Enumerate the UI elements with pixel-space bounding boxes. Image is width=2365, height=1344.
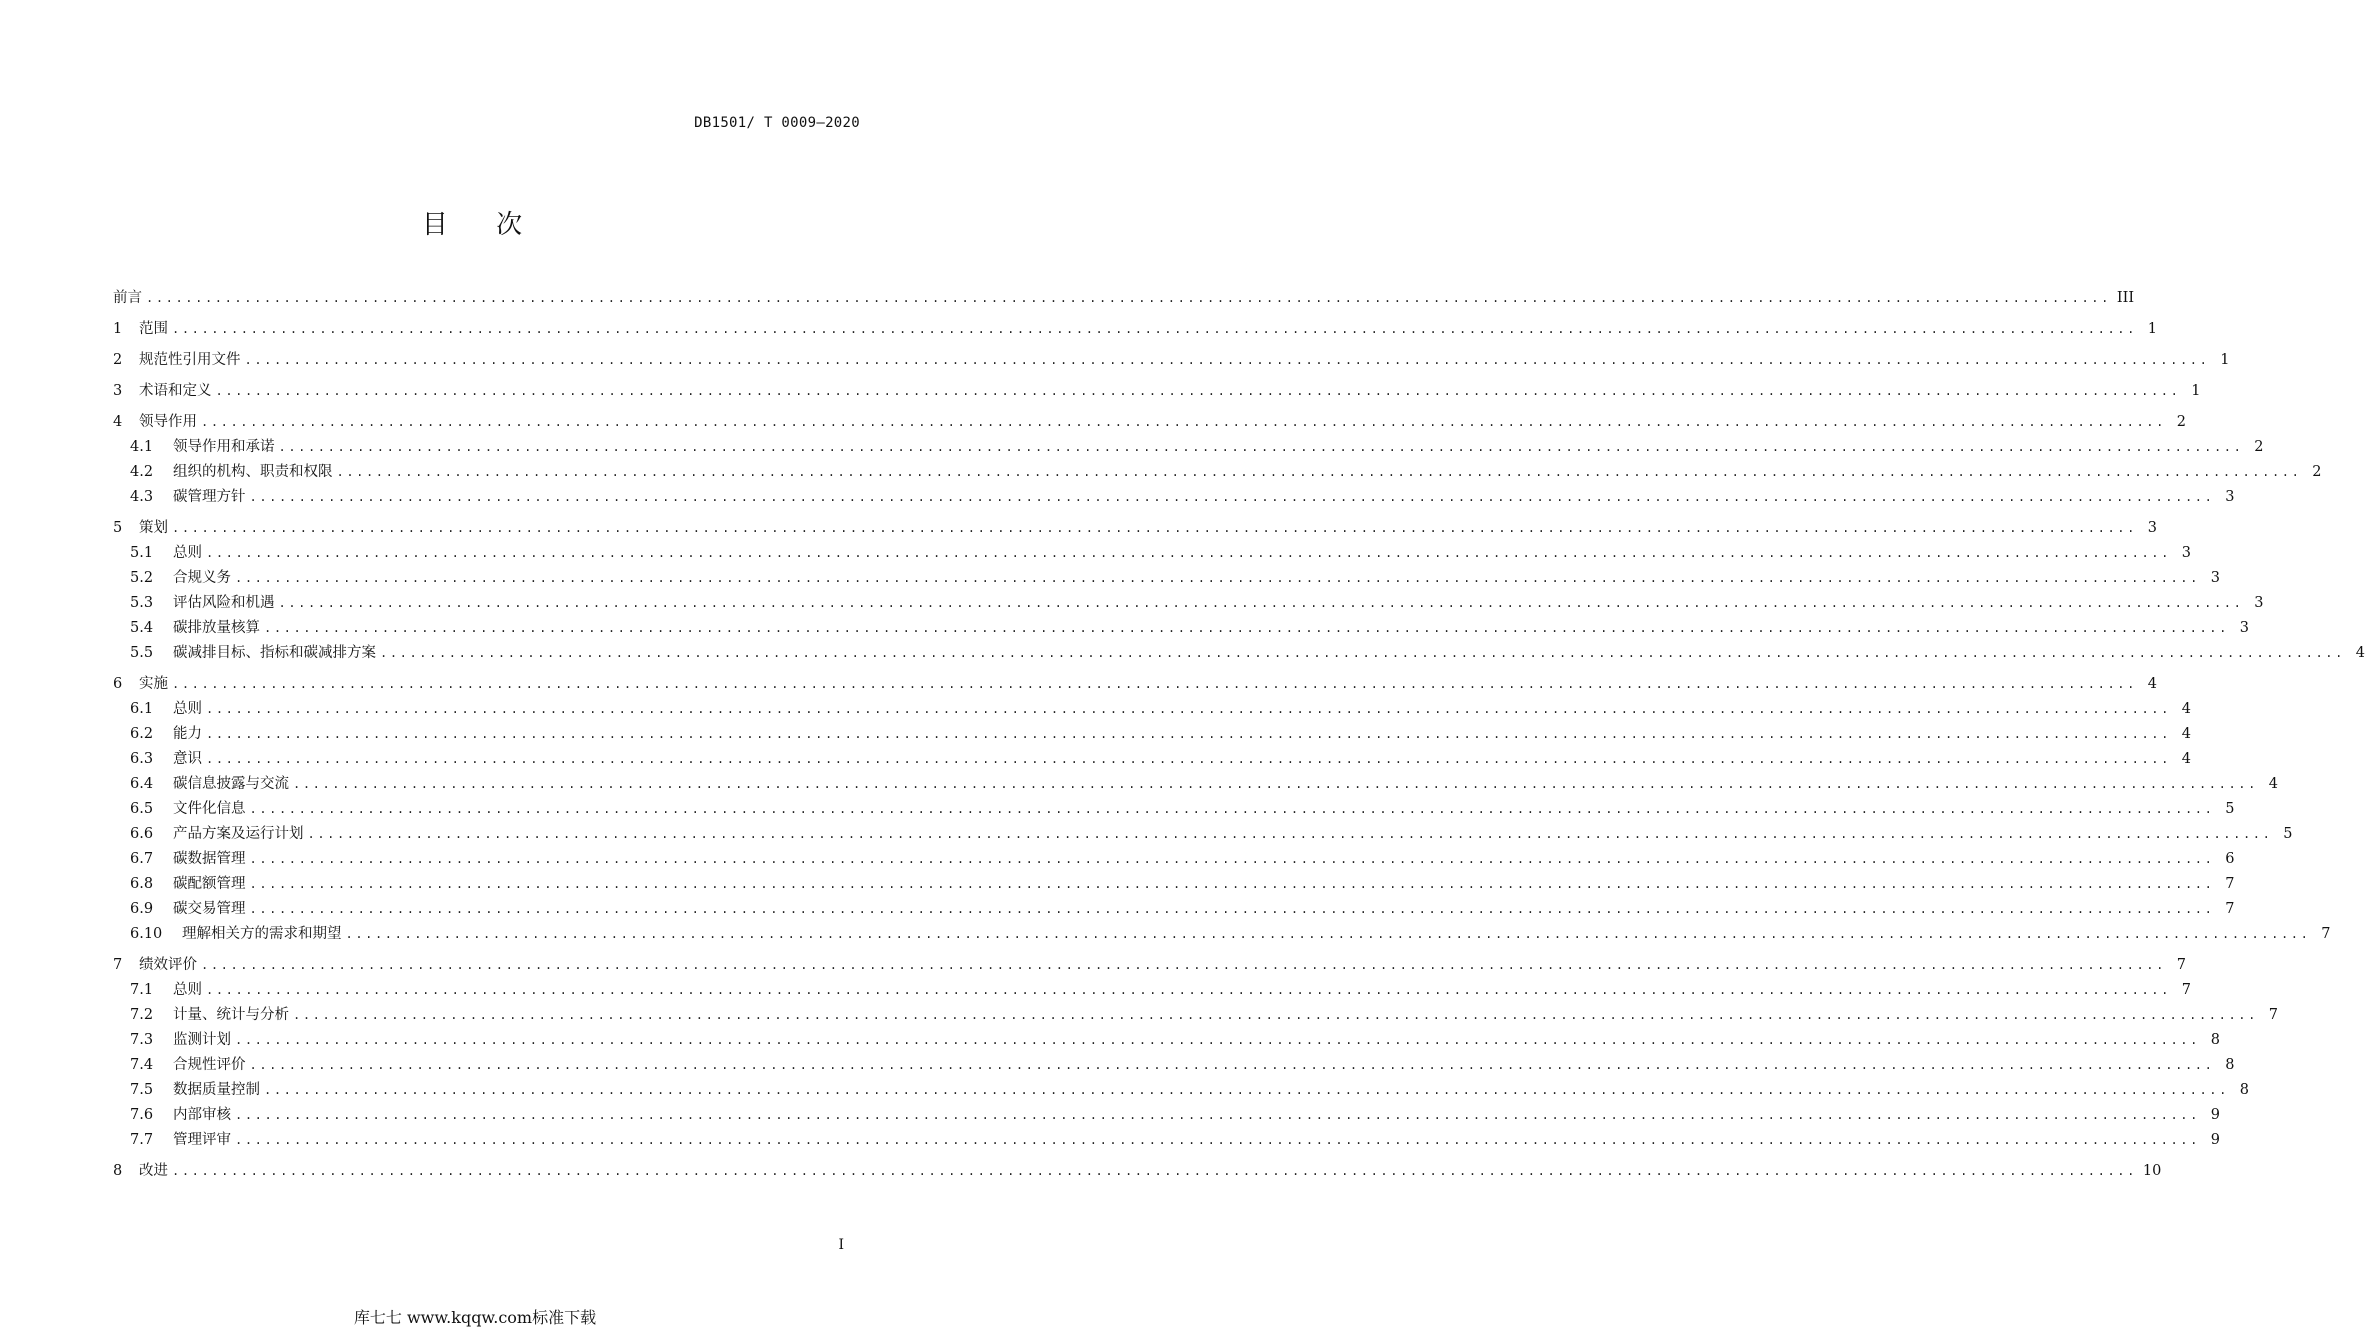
toc-section-number: 6 <box>113 676 123 692</box>
toc-leader-dots: ........................................................................................................................................................................................................ <box>201 958 2166 972</box>
toc-subentry[interactable] <box>113 1003 2278 1028</box>
page-title: 目 次 <box>421 210 543 240</box>
toc-section-title: 绩效评价 <box>139 957 197 973</box>
toc-entry[interactable] <box>113 317 2157 342</box>
toc-section-title: 碳减排目标、指标和碳减排方案 <box>173 645 376 661</box>
document-code: DB1501/ T 0009—2020 <box>694 115 860 131</box>
toc-subentry[interactable] <box>113 822 2293 847</box>
toc-leader-dots: ........................................................................................................................................................................................................ <box>307 827 2273 841</box>
toc-page-number: 7 <box>2225 901 2235 917</box>
toc-leader-dots: ........................................................................................................................................................................................................ <box>235 1133 2200 1147</box>
toc-section-number: 7.2 <box>130 1007 154 1023</box>
toc-section-title: 能力 <box>173 726 202 742</box>
toc-page-number: 2 <box>2254 439 2264 455</box>
toc-page-number: 9 <box>2210 1107 2220 1123</box>
toc-leader-dots: ........................................................................................................................................................................................................ <box>172 521 2137 535</box>
toc-page-number: 5 <box>2225 801 2235 817</box>
toc-section-number: 7.6 <box>130 1107 154 1123</box>
toc-section-number: 5 <box>113 520 123 536</box>
toc-entry[interactable] <box>113 516 2157 541</box>
toc-section-number: 5.5 <box>130 645 154 661</box>
toc-leader-dots: ........................................................................................................................................................................................................ <box>345 927 2311 941</box>
toc-section-number: 6.7 <box>130 851 154 867</box>
toc-leader-dots: ........................................................................................................................................................................................................ <box>235 571 2200 585</box>
toc-section-title: 合规性评价 <box>173 1057 246 1073</box>
toc-subentry[interactable] <box>113 1053 2235 1078</box>
toc-page-number: 8 <box>2210 1032 2220 1048</box>
toc-subentry[interactable] <box>113 922 2331 947</box>
toc-section-number: 1 <box>113 321 123 337</box>
toc-section-title: 碳排放量核算 <box>173 620 260 636</box>
toc-subentry[interactable] <box>113 460 2322 485</box>
toc-entry[interactable] <box>113 672 2157 697</box>
toc-page-number: 7 <box>2181 982 2191 998</box>
toc-leader-dots: ........................................................................................................................................................................................................ <box>235 1033 2200 1047</box>
toc-leader-dots: ........................................................................................................................................................................................................ <box>380 646 2345 660</box>
toc-subentry[interactable] <box>113 722 2191 747</box>
toc-page-number: 3 <box>2225 489 2235 505</box>
toc-section-title: 产品方案及运行计划 <box>173 826 304 842</box>
toc-leader-dots: ........................................................................................................................................................................................................ <box>336 465 2302 479</box>
toc-section-number: 5.4 <box>130 620 154 636</box>
toc-page-number: 6 <box>2225 851 2235 867</box>
toc-page-number: 7 <box>2225 876 2235 892</box>
toc-section-title: 合规义务 <box>173 570 231 586</box>
toc-entry[interactable] <box>113 410 2186 435</box>
toc-subentry[interactable] <box>113 591 2264 616</box>
toc-page-number: 3 <box>2147 520 2157 536</box>
toc-leader-dots: ........................................................................................................................................................................................................ <box>201 415 2166 429</box>
toc-section-title: 组织的机构、职责和权限 <box>173 464 333 480</box>
toc-section-number: 6.10 <box>130 926 163 942</box>
footer-watermark: 库七七 www.kqqw.com标准下载 <box>353 1308 597 1327</box>
toc-section-title: 领导作用 <box>139 414 197 430</box>
toc-entry[interactable] <box>113 1159 2162 1184</box>
toc-section-number: 5.3 <box>130 595 154 611</box>
toc-page-number: III <box>2116 290 2135 306</box>
toc-section-title: 碳配额管理 <box>173 876 246 892</box>
toc-leader-dots: ........................................................................................................................................................................................................ <box>206 983 2171 997</box>
toc-section-number: 4 <box>113 414 123 430</box>
toc-page-number: 2 <box>2312 464 2322 480</box>
toc-leader-dots: ........................................................................................................................................................................................................ <box>172 322 2137 336</box>
toc-leader-dots: ........................................................................................................................................................................................................ <box>206 546 2171 560</box>
toc-page-number: 8 <box>2239 1082 2249 1098</box>
toc-entry[interactable] <box>113 379 2201 404</box>
toc-section-title: 规范性引用文件 <box>139 352 241 368</box>
toc-section-number: 6.9 <box>130 901 154 917</box>
toc-section-title: 前言 <box>113 290 142 306</box>
toc-subentry[interactable] <box>113 1128 2220 1153</box>
toc-section-title: 文件化信息 <box>173 801 246 817</box>
toc-page-number: 7 <box>2268 1007 2278 1023</box>
toc-leader-dots: ........................................................................................................................................................................................................ <box>206 702 2171 716</box>
toc-section-title: 理解相关方的需求和期望 <box>182 926 342 942</box>
toc-page-number: 10 <box>2142 1163 2162 1179</box>
toc-section-number: 6.5 <box>130 801 154 817</box>
toc-section-number: 5.2 <box>130 570 154 586</box>
toc-subentry[interactable] <box>113 797 2235 822</box>
toc-section-number: 4.2 <box>130 464 154 480</box>
toc-page-number: 3 <box>2254 595 2264 611</box>
toc-subentry[interactable] <box>113 485 2235 510</box>
toc-page-number: 1 <box>2147 321 2157 337</box>
toc-leader-dots: ........................................................................................................................................................................................................ <box>264 1083 2229 1097</box>
toc-leader-dots: ........................................................................................................................................................................................................ <box>249 902 2215 916</box>
toc-section-number: 6.3 <box>130 751 154 767</box>
toc-entry[interactable] <box>113 286 2135 311</box>
toc-section-number: 7.5 <box>130 1082 154 1098</box>
toc-subentry[interactable] <box>113 566 2220 591</box>
toc-page-number: 3 <box>2210 570 2220 586</box>
toc-subentry[interactable] <box>113 641 2365 666</box>
toc-page-number: 9 <box>2210 1132 2220 1148</box>
toc-leader-dots: ........................................................................................................................................................................................................ <box>249 490 2215 504</box>
toc-section-number: 8 <box>113 1163 123 1179</box>
toc-section-title: 碳管理方针 <box>173 489 246 505</box>
toc-section-number: 4.3 <box>130 489 154 505</box>
toc-subentry[interactable] <box>113 616 2249 641</box>
toc-section-number: 2 <box>113 352 123 368</box>
toc-section-number: 6.4 <box>130 776 154 792</box>
toc-leader-dots: ........................................................................................................................................................................................................ <box>293 1008 2258 1022</box>
toc-page-number: 5 <box>2283 826 2293 842</box>
toc-subentry[interactable] <box>113 541 2191 566</box>
toc-entry[interactable] <box>113 348 2230 373</box>
toc-subentry[interactable] <box>113 1028 2220 1053</box>
toc-page-number: 4 <box>2181 701 2191 717</box>
toc-leader-dots: ........................................................................................................................................................................................................ <box>235 1108 2200 1122</box>
toc-leader-dots: ........................................................................................................................................................................................................ <box>249 802 2215 816</box>
toc-subentry[interactable] <box>113 897 2235 922</box>
toc-page-number: 1 <box>2191 383 2201 399</box>
toc-leader-dots: ........................................................................................................................................................................................................ <box>293 777 2258 791</box>
toc-section-number: 7.4 <box>130 1057 154 1073</box>
toc-leader-dots: ........................................................................................................................................................................................................ <box>264 621 2229 635</box>
toc-section-title: 内部审核 <box>173 1107 231 1123</box>
page-number: I <box>838 1237 844 1253</box>
toc-section-title: 管理评审 <box>173 1132 231 1148</box>
toc-section-title: 总则 <box>173 982 202 998</box>
toc-section-number: 7.1 <box>130 982 154 998</box>
toc-section-number: 7.3 <box>130 1032 154 1048</box>
toc-page-number: 1 <box>2220 352 2230 368</box>
toc-leader-dots: ........................................................................................................................................................................................................ <box>249 852 2215 866</box>
toc-page-number: 7 <box>2176 957 2186 973</box>
toc-section-title: 策划 <box>139 520 168 536</box>
toc-leader-dots: ........................................................................................................................................................................................................ <box>278 440 2244 454</box>
toc-leader-dots: ........................................................................................................................................................................................................ <box>215 384 2181 398</box>
toc-leader-dots: ........................................................................................................................................................................................................ <box>278 596 2244 610</box>
toc-section-number: 7 <box>113 957 123 973</box>
toc-section-number: 6.2 <box>130 726 154 742</box>
toc-section-number: 6.1 <box>130 701 154 717</box>
toc-section-number: 6.6 <box>130 826 154 842</box>
toc-section-number: 3 <box>113 383 123 399</box>
toc-subentry[interactable] <box>113 978 2191 1003</box>
toc-leader-dots: ........................................................................................................................................................................................................ <box>244 353 2210 367</box>
toc-subentry[interactable] <box>113 697 2191 722</box>
toc-section-title: 范围 <box>139 321 168 337</box>
toc-section-title: 改进 <box>139 1163 168 1179</box>
toc-section-title: 监测计划 <box>173 1032 231 1048</box>
toc-entry[interactable] <box>113 953 2186 978</box>
toc-page-number: 4 <box>2268 776 2278 792</box>
toc-subentry[interactable] <box>113 747 2191 772</box>
toc-section-number: 5.1 <box>130 545 154 561</box>
toc-leader-dots: ........................................................................................................................................................................................................ <box>172 1164 2137 1178</box>
toc-leader-dots: ........................................................................................................................................................................................................ <box>172 677 2137 691</box>
toc-subentry[interactable] <box>113 847 2235 872</box>
toc-page-number: 3 <box>2239 620 2249 636</box>
toc-page-number: 4 <box>2355 645 2365 661</box>
toc-section-number: 7.7 <box>130 1132 154 1148</box>
toc-subentry[interactable] <box>113 435 2264 460</box>
toc-page-number: 2 <box>2176 414 2186 430</box>
toc-page-number: 4 <box>2147 676 2157 692</box>
toc-leader-dots: ........................................................................................................................................................................................................ <box>206 727 2171 741</box>
toc-section-title: 评估风险和机遇 <box>173 595 275 611</box>
toc-leader-dots: ........................................................................................................................................................................................................ <box>206 752 2171 766</box>
toc-section-title: 计量、统计与分析 <box>173 1007 289 1023</box>
toc-subentry[interactable] <box>113 772 2278 797</box>
toc-section-number: 6.8 <box>130 876 154 892</box>
toc-section-title: 碳交易管理 <box>173 901 246 917</box>
toc-subentry[interactable] <box>113 872 2235 897</box>
table-of-contents <box>113 286 2365 1184</box>
toc-section-title: 总则 <box>173 701 202 717</box>
toc-page-number: 7 <box>2321 926 2331 942</box>
toc-section-title: 意识 <box>173 751 202 767</box>
toc-section-title: 实施 <box>139 676 168 692</box>
toc-leader-dots: ........................................................................................................................................................................................................ <box>249 1058 2215 1072</box>
toc-page-number: 3 <box>2181 545 2191 561</box>
toc-subentry[interactable] <box>113 1103 2220 1128</box>
toc-section-title: 碳信息披露与交流 <box>173 776 289 792</box>
toc-section-title: 术语和定义 <box>139 383 212 399</box>
toc-section-number: 4.1 <box>130 439 154 455</box>
toc-leader-dots: ........................................................................................................................................................................................................ <box>249 877 2215 891</box>
toc-page-number: 4 <box>2181 751 2191 767</box>
toc-page-number: 8 <box>2225 1057 2235 1073</box>
toc-page-number: 4 <box>2181 726 2191 742</box>
toc-section-title: 领导作用和承诺 <box>173 439 275 455</box>
toc-section-title: 总则 <box>173 545 202 561</box>
toc-subentry[interactable] <box>113 1078 2249 1103</box>
toc-section-title: 数据质量控制 <box>173 1082 260 1098</box>
toc-section-title: 碳数据管理 <box>173 851 246 867</box>
toc-leader-dots: ........................................................................................................................................................................................................ <box>146 291 2111 305</box>
